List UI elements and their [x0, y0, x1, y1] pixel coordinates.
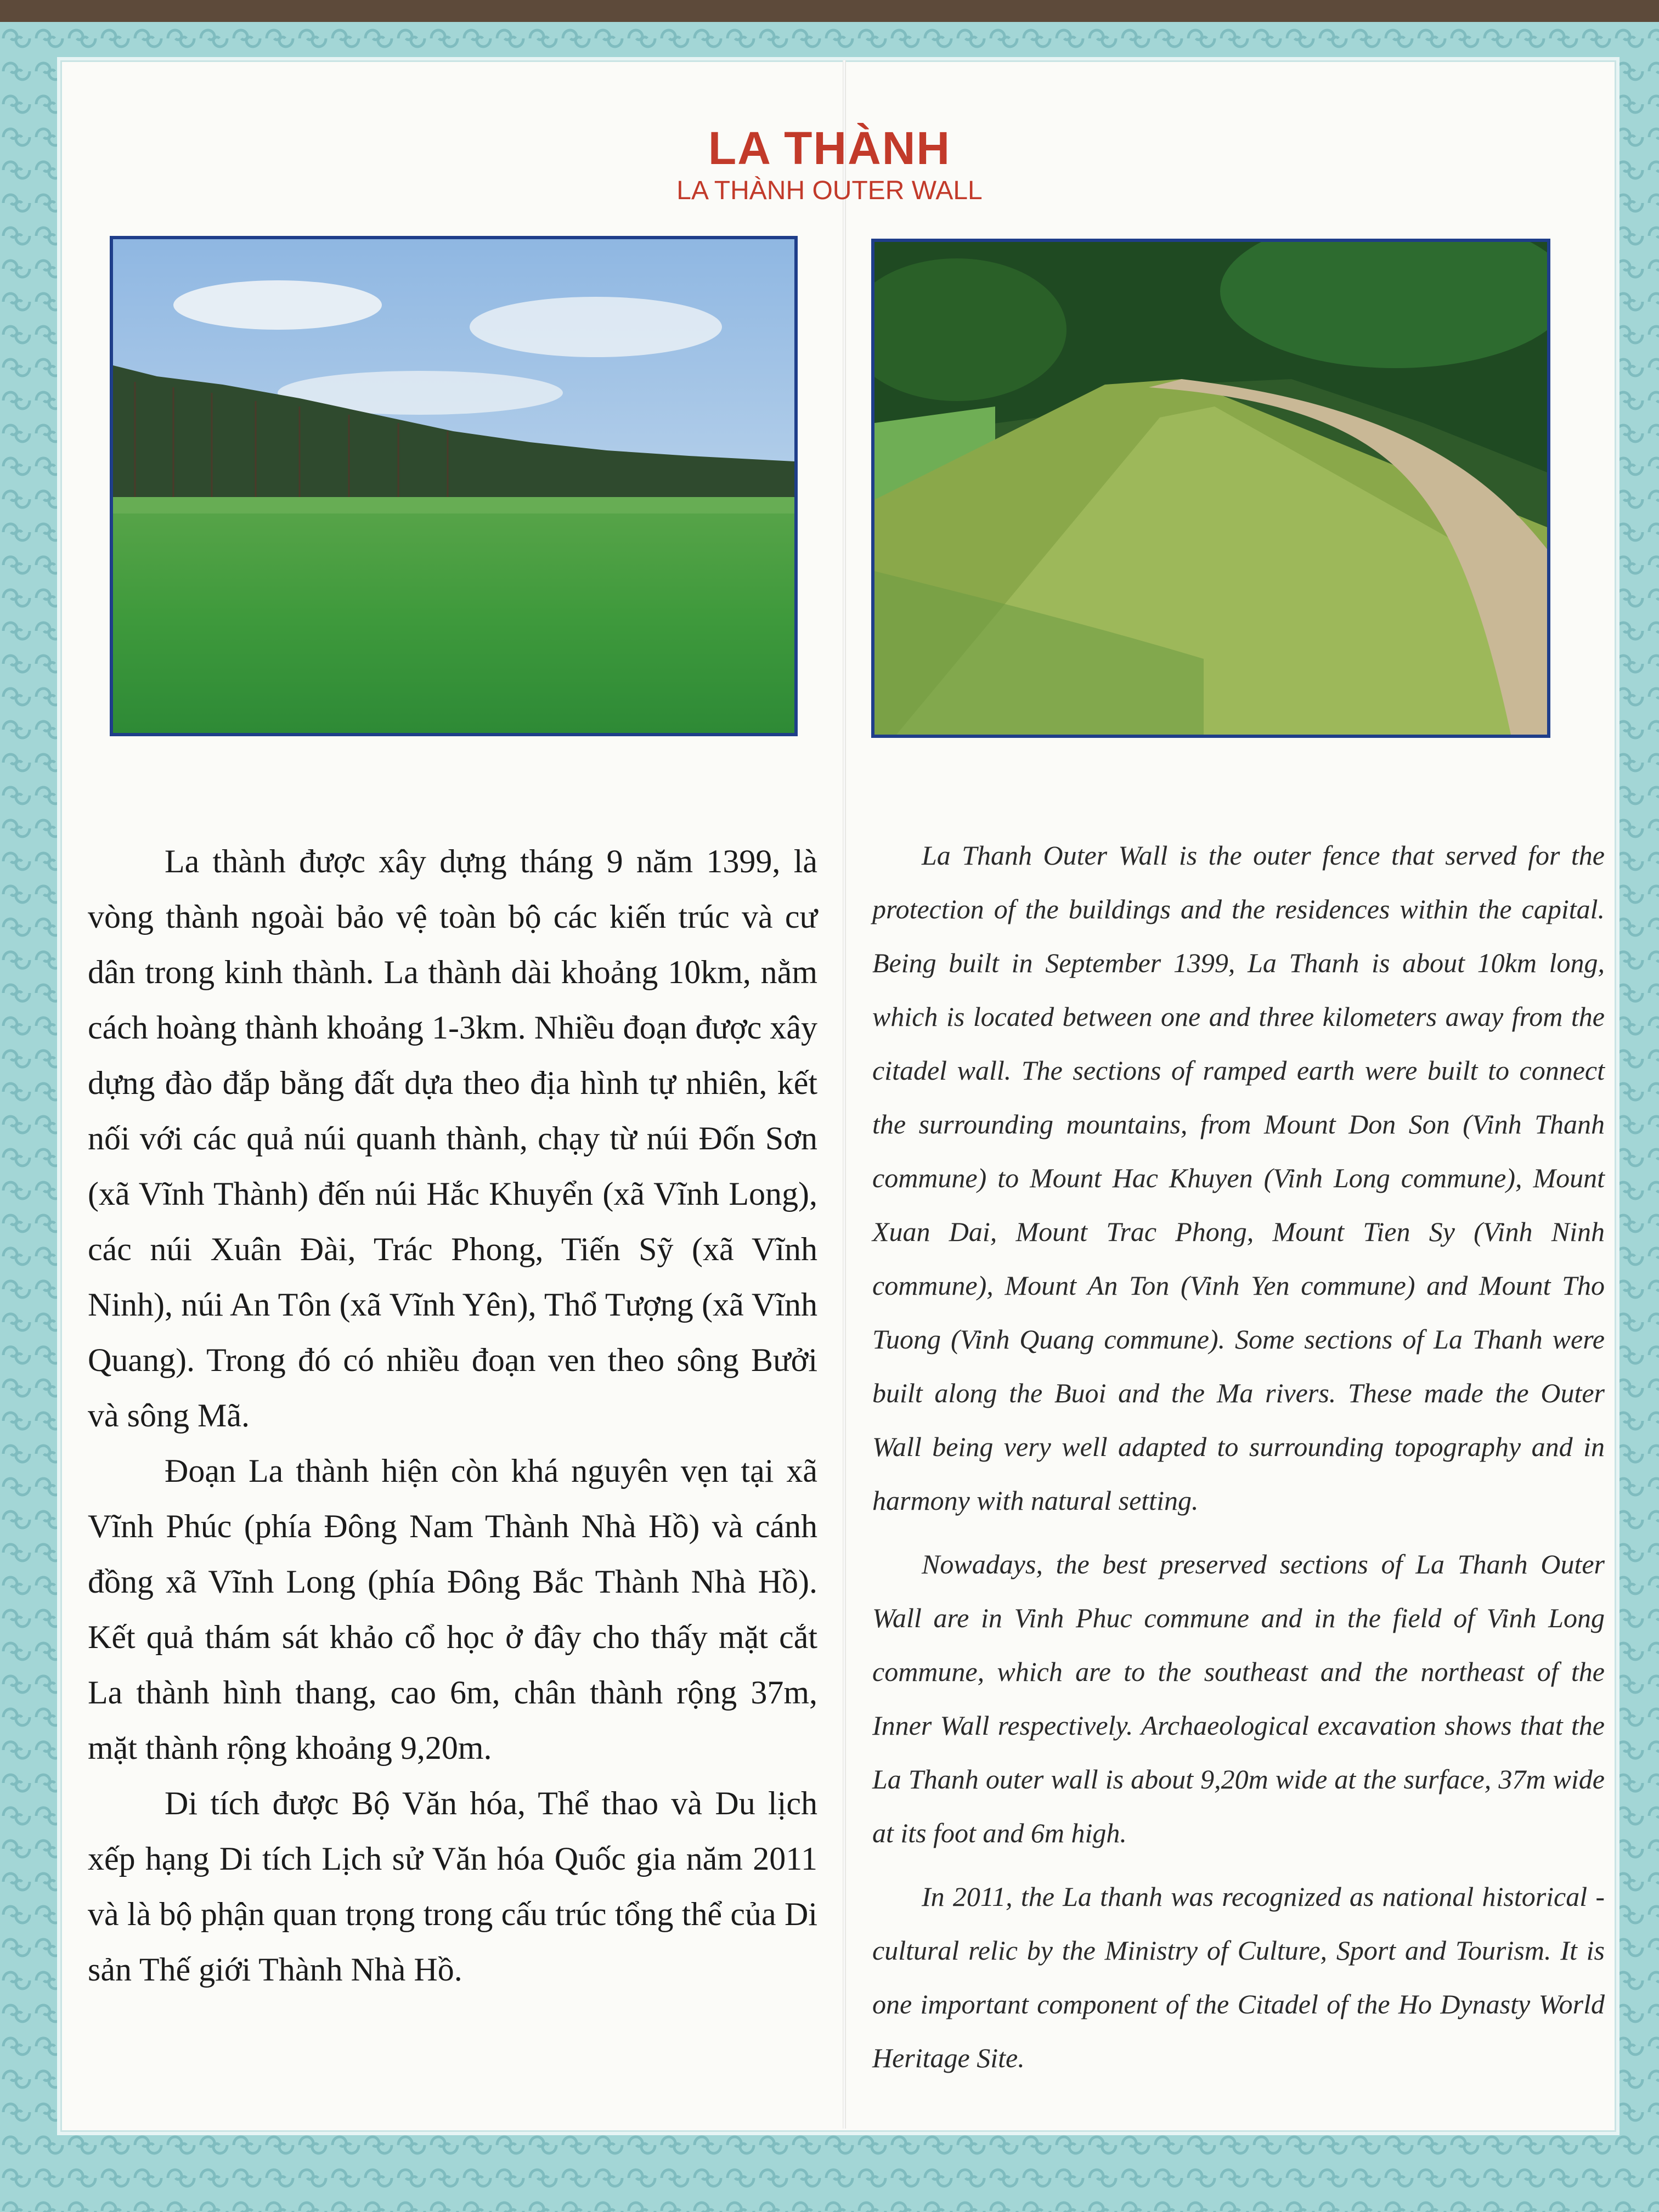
panel-seam: [843, 60, 846, 2129]
sign-title: LA THÀNH: [708, 122, 951, 174]
english-paragraph: In 2011, the La thanh was recognized as national historical - cultural relic by the Ministry of Culture, Sport and Tourism. It is one important component of the Citadel of the Ho Dynasty World Heritage Site.: [872, 1881, 1605, 2073]
earthen-wall-photo: [871, 239, 1550, 738]
english-paragraph: La Thanh Outer Wall is the outer fence that served for the protection of the buildings and the residences within the capital. Being built in September 1399, La Thanh is about 10km long, which is located between one and three kilometers away from the citadel wall. The sections of ramped earth were built to connect the surrounding mountains, from Mount Don Son (Vinh Thanh commune) to Mount Hac Khuyen (Vinh Long commune), Mount Xuan Dai, Mount Trac Phong, Mount Tien Sy (Vinh Ninh commune), Mount An Ton (Vinh Yen commune) and Mount Tho Tuong (Vinh Quang commune). Some sections of La Thanh were built along the Buoi and the Ma rivers. These made the Outer Wall being very well adapted to surrounding topography and in harmony with natural setting.: [872, 840, 1605, 1516]
english-description: [872, 828, 1605, 2085]
sign-subtitle: LA THÀNH OUTER WALL: [676, 176, 983, 205]
english-paragraph: Nowadays, the best preserved sections of La Thanh Outer Wall are in Vinh Phuc commune and in the field of Vinh Long commune, which are to the southeast and the northeast of the Inner Wall respectively. Archaeological excavation shows that the La Thanh outer wall is about 9,20m wide at the surface, 37m wide at its foot and 6m high.: [872, 1549, 1605, 1848]
vietnamese-description: [88, 834, 817, 1997]
vietnamese-paragraph: La thành được xây dựng tháng 9 năm 1399, là vòng thành ngoài bảo vệ toàn bộ các kiến trúc và cư dân trong kinh thành. La thành dài khoảng 10km, nằm cách hoàng thành khoảng 1-3km. Nhiều đoạn được xây dựng đào đắp bằng đất dựa theo địa hình tự nhiên, kết nối với các quả núi quanh thành, chạy từ núi Đốn Sơn (xã Vĩnh Thành) đến núi Hắc Khuyển (xã Vĩnh Long), các núi Xuân Đài, Trác Phong, Tiến Sỹ (xã Vĩnh Ninh), núi An Tôn (xã Vĩnh Yên), Thổ Tượng (xã Vĩnh Quang). Trong đó có nhiều đoạn ven theo sông Bưởi và sông Mã.: [88, 843, 817, 1434]
vietnamese-paragraph: Đoạn La thành hiện còn khá nguyên vẹn tại xã Vĩnh Phúc (phía Đông Nam Thành Nhà Hồ) và cánh đồng xã Vĩnh Long (phía Đông Bắc Thành Nhà Hồ). Kết quả thám sát khảo cổ học ở đây cho thấy mặt cắt La thành hình thang, cao 6m, chân thành rộng 37m, mặt thành rộng khoảng 9,20m.: [88, 1453, 817, 1766]
rice-field-photo: [110, 236, 798, 736]
vietnamese-paragraph: Di tích được Bộ Văn hóa, Thể thao và Du lịch xếp hạng Di tích Lịch sử Văn hóa Quốc gia năm 2011 và là bộ phận quan trọng trong cấu trúc tổng thể của Di sản Thế giới Thành Nhà Hồ.: [88, 1785, 817, 1988]
